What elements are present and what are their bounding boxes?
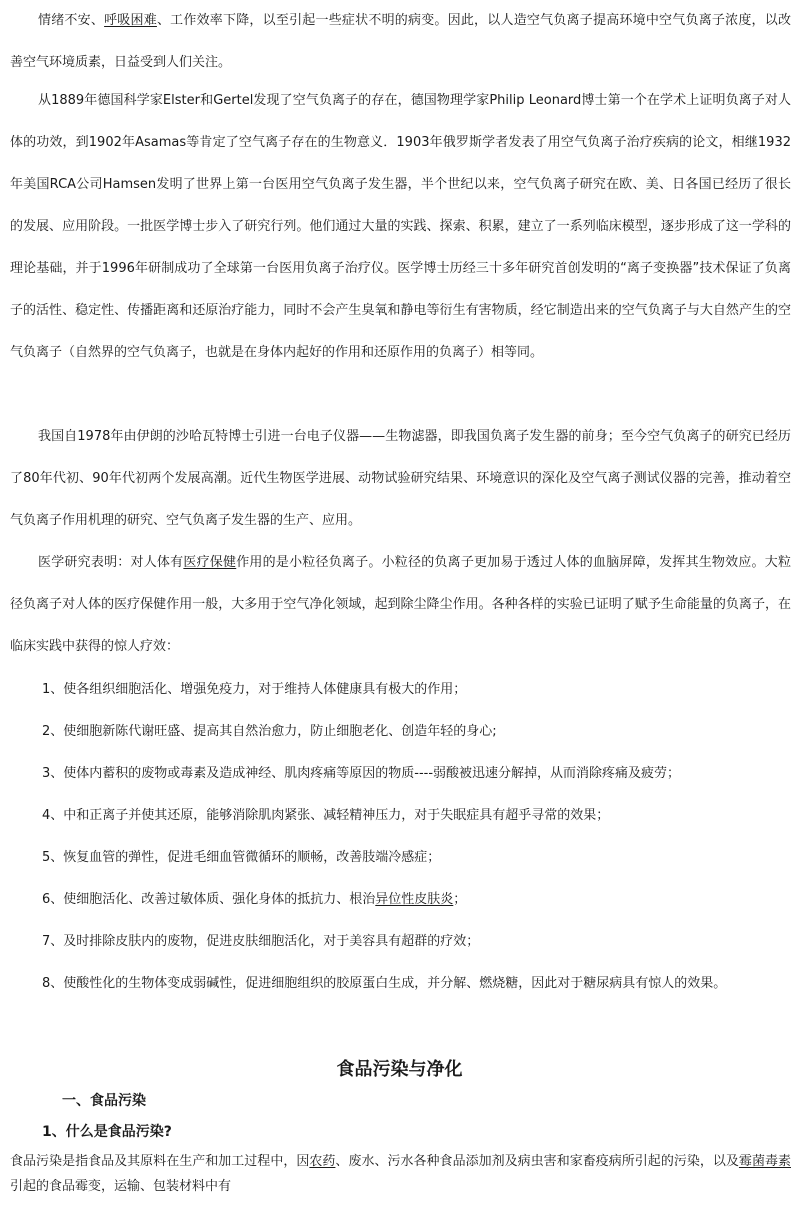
list-item-6 <box>42 890 791 910</box>
paragraph-1-text-a: 情绪不安、 <box>38 13 105 28</box>
paragraph-4-text-a: 医学研究表明：对人体有 <box>38 555 184 570</box>
list-item-6-text-b: ； <box>453 892 467 907</box>
food-pollution-paragraph <box>10 1149 791 1199</box>
list-item-1: 1、使各组织细胞活化、增强免疫力，对于维持人体健康具有极大的作用； <box>42 682 467 697</box>
paragraph-2: 从1889年德国科学家Elster和Gertel发现了空气负离子的存在，德国物理学家Philip Leonard博士第一个在学术上证明负离子对人体的功效，到1902年Asamas等肯定了空气离子存在的生物意义．1903年俄罗斯学者发表了用空气负离子治疗疾病的论文，相继1932年美国RCA公司Hamsen发明了世界上第一台医用空气负离子发生器，半个世纪以来，空气负离子研究在欧、美、日各国已经历了很长的发展、应用阶段。一批医学博士步入了研究行列。他们通过大量的实践、探索、积累，建立了一系列临床模型，逐步形成了这一学科的理论基础，并于1996年研制成功了全球第一台医用负离子治疗仪。医学博士历经三十多年研究首创发明的“离子变换器”技术保证了负离子的活性、稳定性、传播距离和还原治疗能力，同时不会产生臭氧和静电等衍生有害物质，经它制造出来的空气负离子与大自然产生的空气负离子（自然界的空气负离子，也就是在身体内起好的作用和还原作用的负离子）相等同。 <box>10 93 791 360</box>
list-item-7: 7、及时排除皮肤内的废物，促进皮肤细胞活化，对于美容具有超群的疗效； <box>42 934 480 949</box>
section-heading: 一、食品污染 <box>62 1093 146 1109</box>
subsection-heading: 1、什么是食品污染? <box>42 1124 172 1140</box>
section-title: 食品污染与净化 <box>336 1059 463 1080</box>
list-item-2: 2、使细胞新陈代谢旺盛、提高其自然治愈力，防止细胞老化、创造年轻的身心; <box>42 724 497 739</box>
paragraph-3: 我国自1978年由伊朗的沙哈瓦特博士引进一台电子仪器——生物滤器，即我国负离子发生器的前身；至今空气负离子的研究已经历了80年代初、90年代初两个发展高潮。近代生物医学进展、动物试验研究结果、环境意识的深化及空气离子测试仪器的完善，推动着空气负离子作用机理的研究、空气负离子发生器的生产、应用。 <box>10 429 791 528</box>
paragraph-1-text-b: 、工作效率下降，以至引起一些症状不明的病变。因此，以人造空气负离子提高环境中空气负离子浓度，以改善空气环境质素，日益受到人们关注。 <box>10 13 791 70</box>
list-item-3: 3、使体内蓄积的废物或毒素及造成神经、肌肉疼痛等原因的物质----弱酸被迅速分解掉，从而消除疼痛及疲劳； <box>42 766 681 781</box>
food-paragraph-text-c: 引起的食品霉变，运输、包装材料中有 <box>10 1179 232 1194</box>
paragraph-1 <box>10 0 791 84</box>
link-medical-care[interactable]: 医疗保健 <box>183 555 237 570</box>
paragraph-4 <box>10 542 791 668</box>
link-pesticide[interactable]: 农药 <box>309 1154 336 1169</box>
paragraph-4-text-b: 作用的是小粒径负离子。小粒径的负离子更加易于透过人体的血脑屏障，发挥其生物效应。大粒径负离子对人体的医疗保健作用一般，大多用于空气净化领域，起到除尘降尘作用。各种各样的实验已证明了赋予生命能量的负离子，在临床实践中获得的惊人疗效： <box>10 555 791 654</box>
list-item-5: 5、恢复血管的弹性，促进毛细血管微循环的顺畅，改善肢端冷感症； <box>42 850 441 865</box>
link-breathing-difficulty[interactable]: 呼吸困难 <box>104 13 157 28</box>
food-paragraph-text-b: 、废水、污水各种食品添加剂及病虫害和家畜疫病所引起的污染，以及 <box>335 1154 739 1169</box>
food-paragraph-text-a: 食品污染是指食品及其原料在生产和加工过程中，因 <box>10 1154 310 1169</box>
link-mycotoxin[interactable]: 霉菌毒素 <box>738 1154 791 1169</box>
link-atopic-dermatitis[interactable]: 异位性皮肤炎 <box>375 892 454 907</box>
list-item-4: 4、中和正离子并使其还原，能够消除肌肉紧张、减轻精神压力，对于失眠症具有超乎寻常的效果； <box>42 808 610 823</box>
list-item-6-text-a: 6、使细胞活化、改善过敏体质、强化身体的抵抗力、根治 <box>42 892 376 907</box>
list-item-8: 8、使酸性化的生物体变成弱碱性，促进细胞组织的胶原蛋白生成，并分解、燃烧糖，因此对于糖尿病具有惊人的效果。 <box>42 976 727 991</box>
